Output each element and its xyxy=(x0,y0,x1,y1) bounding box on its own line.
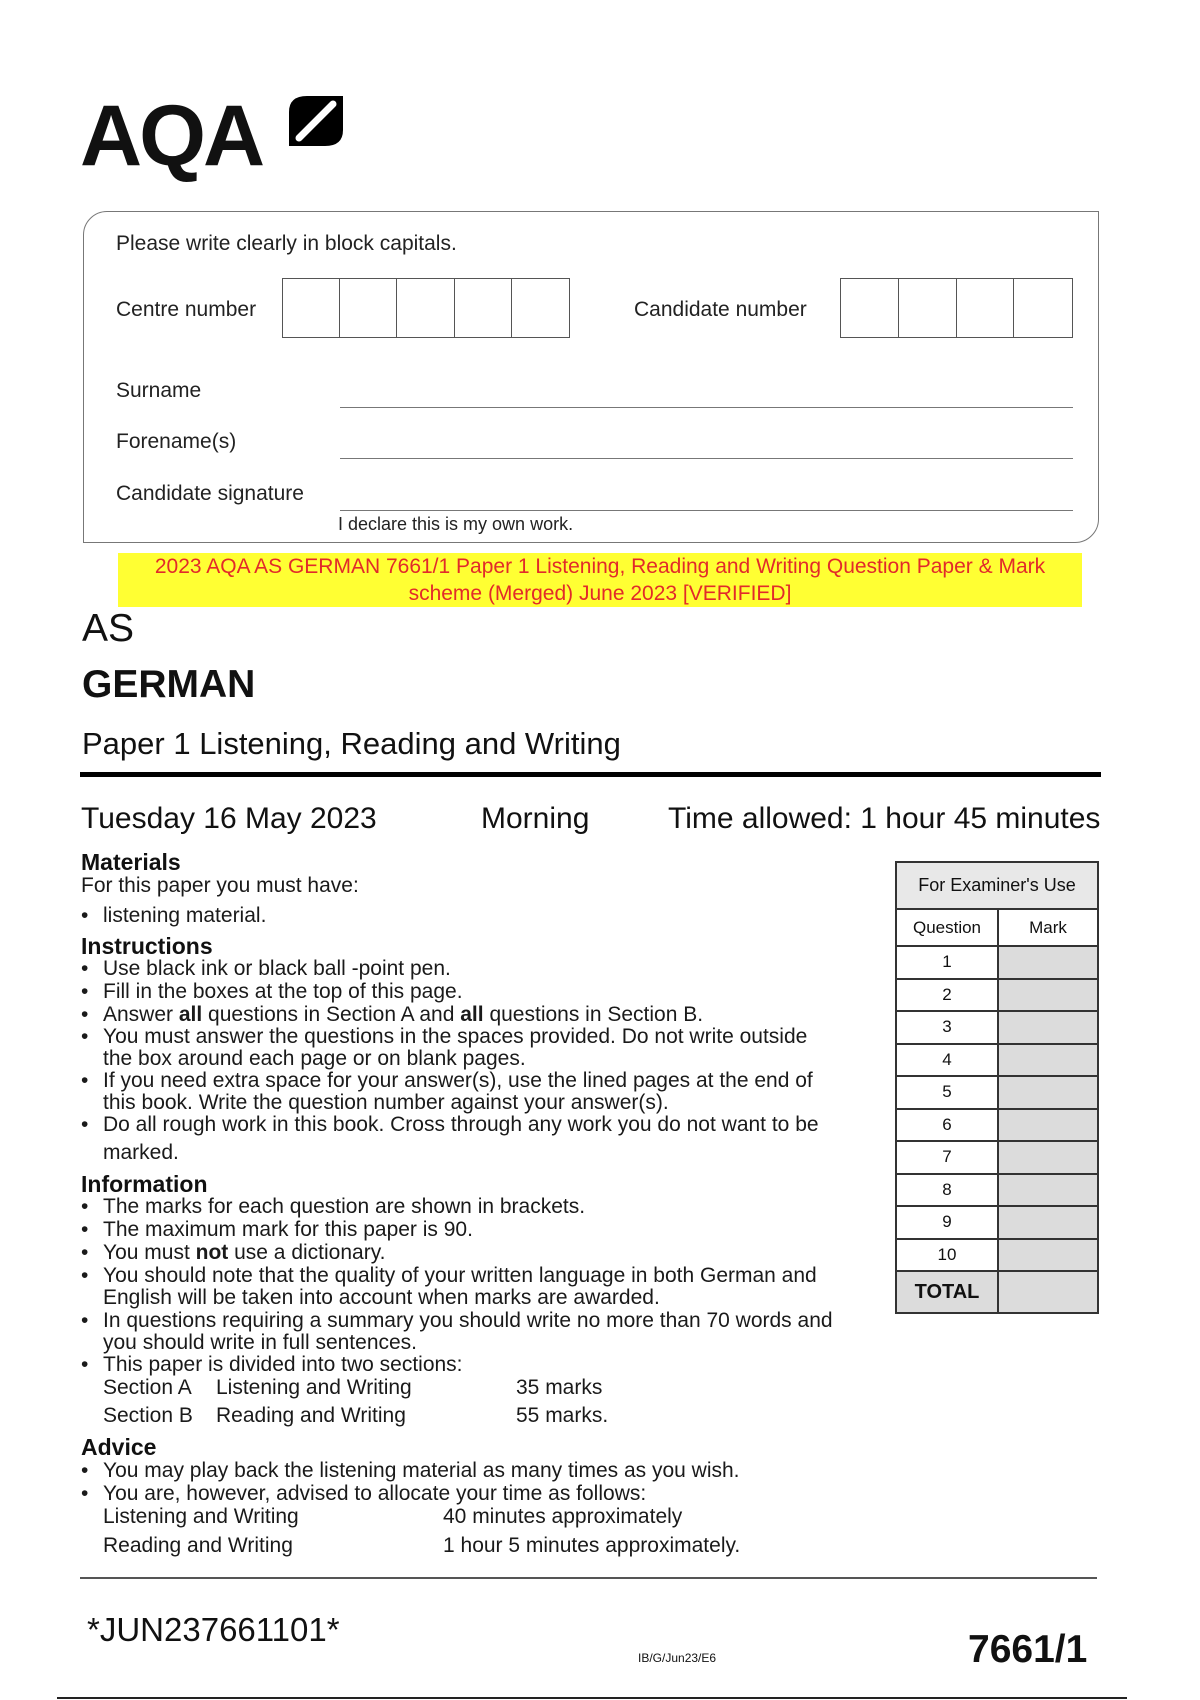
forename-line[interactable] xyxy=(340,458,1073,459)
table-row xyxy=(896,1076,1098,1109)
paper-title: Paper 1 Listening, Reading and Writing xyxy=(82,726,621,761)
footer-divider xyxy=(80,1577,1097,1579)
exam-session: Morning xyxy=(481,802,590,835)
mark-cell xyxy=(998,1206,1098,1239)
table-row xyxy=(896,979,1098,1012)
barcode-text: *JUN237661101* xyxy=(87,1611,340,1648)
section-a-title: Listening and Writing xyxy=(216,1376,412,1399)
question-number: 5 xyxy=(896,1076,998,1109)
surname-label: Surname xyxy=(116,379,202,402)
forename-label: Forename(s) xyxy=(116,430,237,453)
instruction-continuation: the box around each page or on blank pages. xyxy=(103,1047,526,1070)
centre-number-cell[interactable] xyxy=(340,279,397,337)
table-row xyxy=(896,946,1098,979)
centre-number-cell[interactable] xyxy=(397,279,454,337)
paper-code: 7661/1 xyxy=(968,1628,1088,1671)
table-row xyxy=(896,1044,1098,1077)
allocation-part: Reading and Writing xyxy=(103,1534,293,1557)
table-row xyxy=(896,1109,1098,1142)
centre-number-boxes[interactable] xyxy=(282,278,570,338)
advice-heading: Advice xyxy=(81,1434,157,1460)
mark-cell xyxy=(998,979,1098,1012)
question-number: 9 xyxy=(896,1206,998,1239)
banner-text: 2023 AQA AS GERMAN 7661/1 Paper 1 Listening, Reading and Writing Question Paper & Mark scheme (Merged) June 2023 [VERIFIED] xyxy=(118,553,1082,607)
mark-column-header: Mark xyxy=(998,909,1098,946)
surname-line[interactable] xyxy=(340,407,1073,408)
centre-number-label: Centre number xyxy=(116,298,257,321)
candidate-number-cell[interactable] xyxy=(899,279,957,337)
candidate-number-cell[interactable] xyxy=(957,279,1015,337)
document-banner xyxy=(0,553,1200,607)
mark-cell xyxy=(998,946,1098,979)
logo-wordmark: AQA xyxy=(80,88,263,184)
question-number: 6 xyxy=(896,1109,998,1142)
reference-code: IB/G/Jun23/E6 xyxy=(638,1651,717,1665)
question-number: 3 xyxy=(896,1011,998,1044)
candidate-number-cell[interactable] xyxy=(841,279,899,337)
candidate-number-label: Candidate number xyxy=(634,298,807,321)
section-b-marks: 55 marks. xyxy=(516,1404,609,1427)
signature-line[interactable] xyxy=(340,510,1073,511)
block-capitals-instruction: Please write clearly in block capitals. xyxy=(116,232,457,255)
instruction-continuation: this book. Write the question number against your answer(s). xyxy=(103,1091,669,1114)
allocation-time: 40 minutes approximately xyxy=(443,1505,683,1528)
table-row xyxy=(896,1141,1098,1174)
mark-cell xyxy=(998,1109,1098,1142)
signature-label: Candidate signature xyxy=(116,482,304,505)
declaration-text: I declare this is my own work. xyxy=(338,514,574,534)
page-bottom-rule xyxy=(57,1697,1127,1699)
materials-heading: Materials xyxy=(81,849,181,875)
question-number: 8 xyxy=(896,1174,998,1207)
section-a-marks: 35 marks xyxy=(516,1376,603,1399)
time-allowed: Time allowed: 1 hour 45 minutes xyxy=(668,802,1101,835)
table-row xyxy=(896,1271,1098,1313)
question-column-header: Question xyxy=(896,909,998,946)
mark-cell xyxy=(998,1011,1098,1044)
centre-number-cell[interactable] xyxy=(455,279,512,337)
subject-title: GERMAN xyxy=(82,663,256,706)
mark-cell xyxy=(998,1174,1098,1207)
mark-cell xyxy=(998,1076,1098,1109)
question-number: 7 xyxy=(896,1141,998,1174)
mark-cell xyxy=(998,1141,1098,1174)
instruction-continuation: marked. xyxy=(103,1141,179,1164)
qualification-level: AS xyxy=(82,607,135,650)
question-number: 10 xyxy=(896,1239,998,1272)
information-continuation: you should write in full sentences. xyxy=(103,1331,418,1354)
instructions-heading: Instructions xyxy=(81,933,213,959)
question-number: 1 xyxy=(896,946,998,979)
exam-date: Tuesday 16 May 2023 xyxy=(81,802,377,835)
table-row xyxy=(896,1206,1098,1239)
centre-number-cell[interactable] xyxy=(512,279,569,337)
question-number: 4 xyxy=(896,1044,998,1077)
candidate-number-cell[interactable] xyxy=(1014,279,1072,337)
section-a-name: Section A xyxy=(103,1376,192,1399)
table-row xyxy=(896,1011,1098,1044)
table-row xyxy=(896,1239,1098,1272)
information-continuation: English will be taken into account when marks are awarded. xyxy=(103,1286,660,1309)
examiner-use-table xyxy=(895,861,1099,1314)
title-divider xyxy=(80,772,1101,777)
table-row xyxy=(896,1174,1098,1207)
total-label: TOTAL xyxy=(896,1271,998,1313)
section-b-name: Section B xyxy=(103,1404,193,1427)
materials-intro: For this paper you must have: xyxy=(81,874,359,897)
mark-cell xyxy=(998,1239,1098,1272)
aqa-leaf-icon xyxy=(285,92,347,150)
section-b-title: Reading and Writing xyxy=(216,1404,406,1427)
candidate-number-boxes[interactable] xyxy=(840,278,1073,338)
examiner-table-title: For Examiner's Use xyxy=(896,862,1098,909)
mark-cell xyxy=(998,1044,1098,1077)
centre-number-cell[interactable] xyxy=(283,279,340,337)
allocation-time: 1 hour 5 minutes approximately. xyxy=(443,1534,741,1557)
total-mark-cell xyxy=(998,1271,1098,1313)
allocation-part: Listening and Writing xyxy=(103,1505,299,1528)
aqa-logo xyxy=(80,86,350,186)
information-heading: Information xyxy=(81,1171,208,1197)
question-number: 2 xyxy=(896,979,998,1012)
